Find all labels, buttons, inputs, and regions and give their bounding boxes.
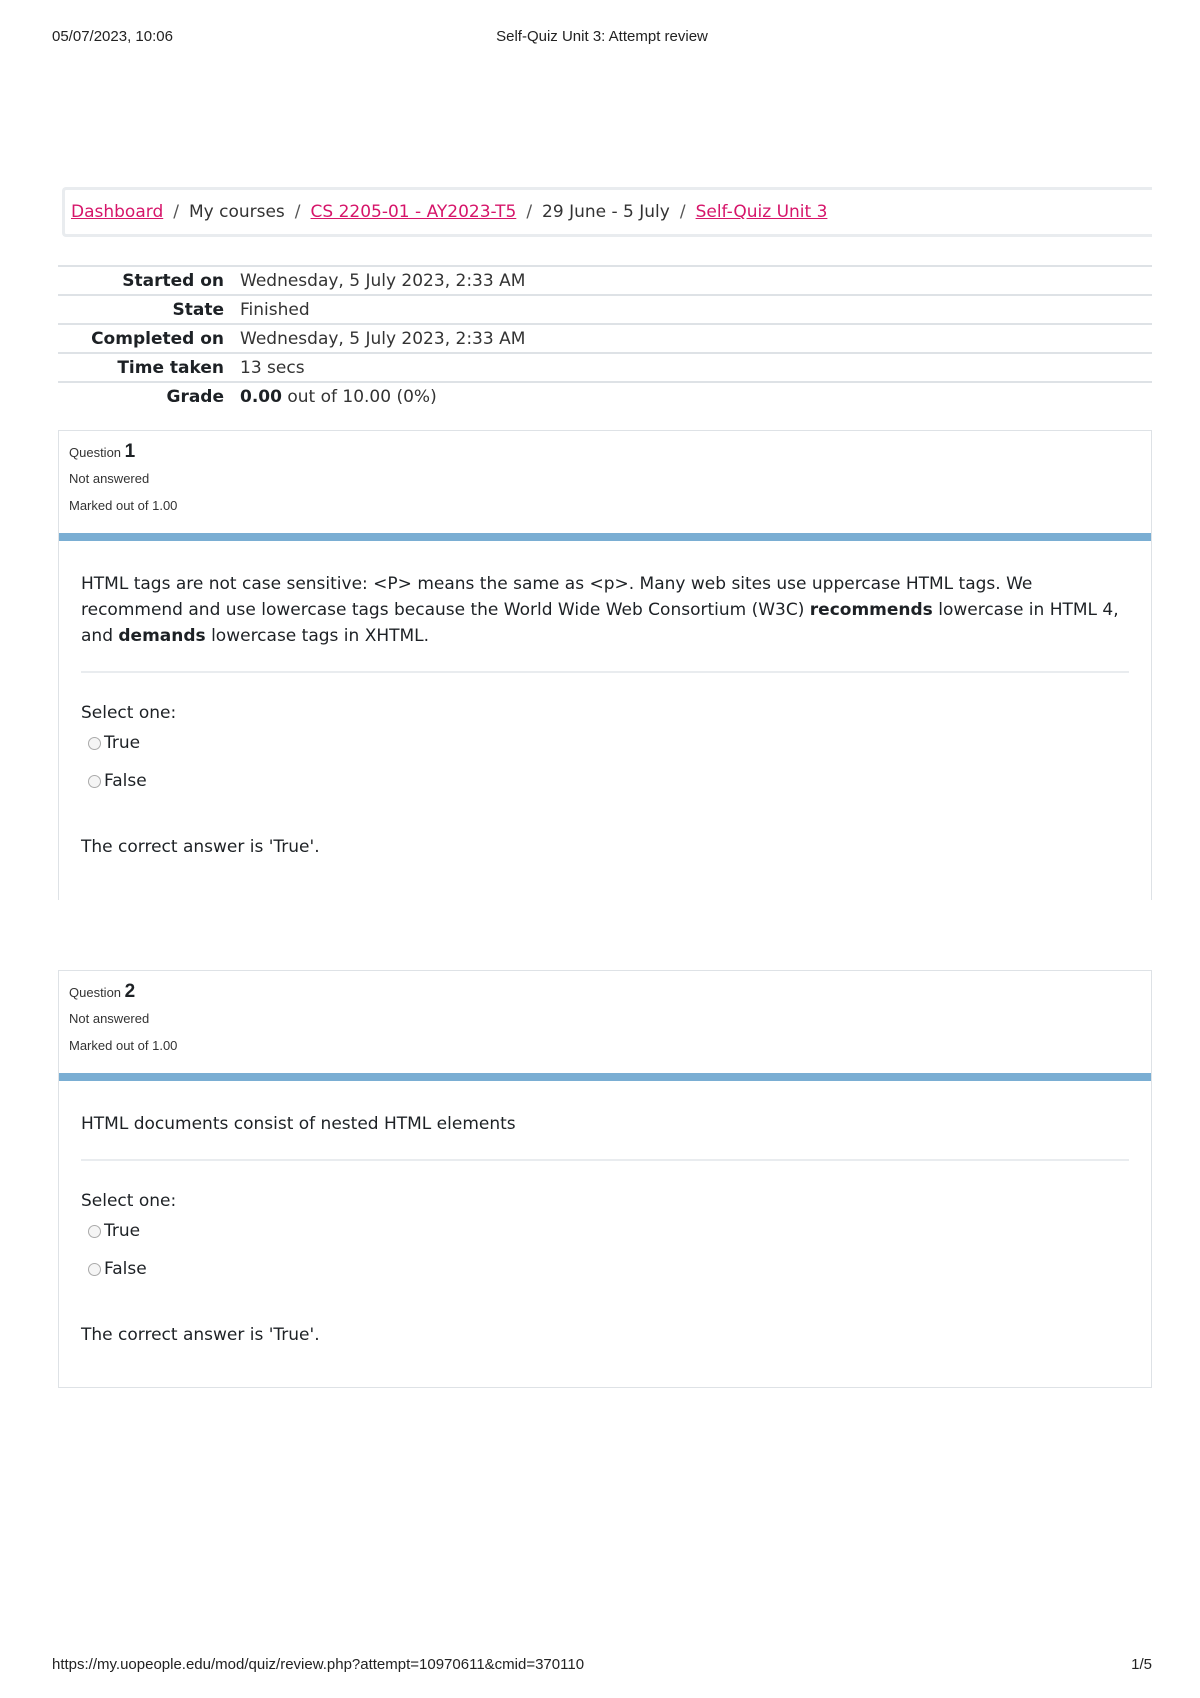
breadcrumb-quiz-link[interactable]: Self-Quiz Unit 3 <box>695 202 828 222</box>
option-true[interactable] <box>81 729 1129 757</box>
summary-row-grade <box>58 382 1152 411</box>
print-title: Self-Quiz Unit 3: Attempt review <box>496 28 708 45</box>
question-content <box>59 571 1151 795</box>
option-false[interactable] <box>81 1255 1129 1283</box>
question-state: Not answered <box>69 471 150 486</box>
question-2 <box>58 970 1152 1388</box>
question-marked: Marked out of 1.00 <box>69 1038 178 1053</box>
state-value: Finished <box>240 299 310 320</box>
question-info <box>59 971 1151 1073</box>
breadcrumb-course-link[interactable]: CS 2205-01 - AY2023-T5 <box>310 202 517 222</box>
breadcrumb-week: 29 June - 5 July <box>542 202 670 222</box>
summary-row-completed <box>58 324 1152 353</box>
radio-false[interactable] <box>88 1263 101 1276</box>
completed-value: Wednesday, 5 July 2023, 2:33 AM <box>240 328 526 349</box>
print-header <box>52 28 1152 48</box>
question-1 <box>58 430 1152 900</box>
question-info <box>59 431 1151 533</box>
correct-answer-feedback: The correct answer is 'True'. <box>81 837 320 857</box>
grade-value <box>232 382 1152 411</box>
grade-label: Grade <box>166 387 224 407</box>
option-true-label: True <box>104 1221 141 1241</box>
radio-false[interactable] <box>88 775 101 788</box>
question-text: HTML tags are not case sensitive: <P> means the same as <p>. Many web sites use uppercase HTML tags. We recommend and use lowercase tags because the World Wide Web Consortium (W3C) recommends lowercase in HTML 4, and demands lowercase tags in XHTML. <box>81 571 1129 673</box>
print-url: https://my.uopeople.edu/mod/quiz/review.php?attempt=10970611&cmid=370110 <box>52 1656 585 1673</box>
radio-true[interactable] <box>88 737 101 750</box>
summary-row-started <box>58 266 1152 295</box>
select-one-prompt: Select one: <box>81 1191 177 1211</box>
question-number: Question 1 <box>69 441 136 462</box>
grade-score: 0.00 <box>240 387 282 407</box>
question-marked: Marked out of 1.00 <box>69 498 178 513</box>
correct-answer-feedback: The correct answer is 'True'. <box>81 1325 320 1345</box>
completed-label: Completed on <box>91 328 224 349</box>
option-true-label: True <box>104 733 141 753</box>
question-state: Not answered <box>69 1011 150 1026</box>
option-false-label: False <box>104 1259 147 1279</box>
radio-true[interactable] <box>88 1225 101 1238</box>
question-divider-bar <box>59 1073 1151 1081</box>
state-label: State <box>172 299 224 320</box>
breadcrumb-my-courses: My courses <box>188 202 285 222</box>
question-content <box>59 1111 1151 1283</box>
print-footer <box>52 1656 1152 1676</box>
time-label: Time taken <box>117 357 224 378</box>
question-text: HTML documents consist of nested HTML elements <box>81 1111 1129 1161</box>
option-false[interactable] <box>81 767 1129 795</box>
breadcrumb-dashboard-link[interactable]: Dashboard <box>71 202 164 222</box>
attempt-summary-table <box>58 265 1152 411</box>
print-date: 05/07/2023, 10:06 <box>52 28 173 45</box>
question-number: Question 2 <box>69 981 136 1002</box>
time-value: 13 secs <box>240 357 305 378</box>
option-false-label: False <box>104 771 147 791</box>
print-page-number: 1/5 <box>1131 1656 1152 1673</box>
started-label: Started on <box>122 270 224 291</box>
started-value: Wednesday, 5 July 2023, 2:33 AM <box>240 270 526 291</box>
summary-row-state <box>58 295 1152 324</box>
option-true[interactable] <box>81 1217 1129 1245</box>
breadcrumb <box>62 187 1152 237</box>
summary-row-time <box>58 353 1152 382</box>
select-one-prompt: Select one: <box>81 703 177 723</box>
question-divider-bar <box>59 533 1151 541</box>
grade-rest: out of 10.00 (0%) <box>287 387 437 407</box>
